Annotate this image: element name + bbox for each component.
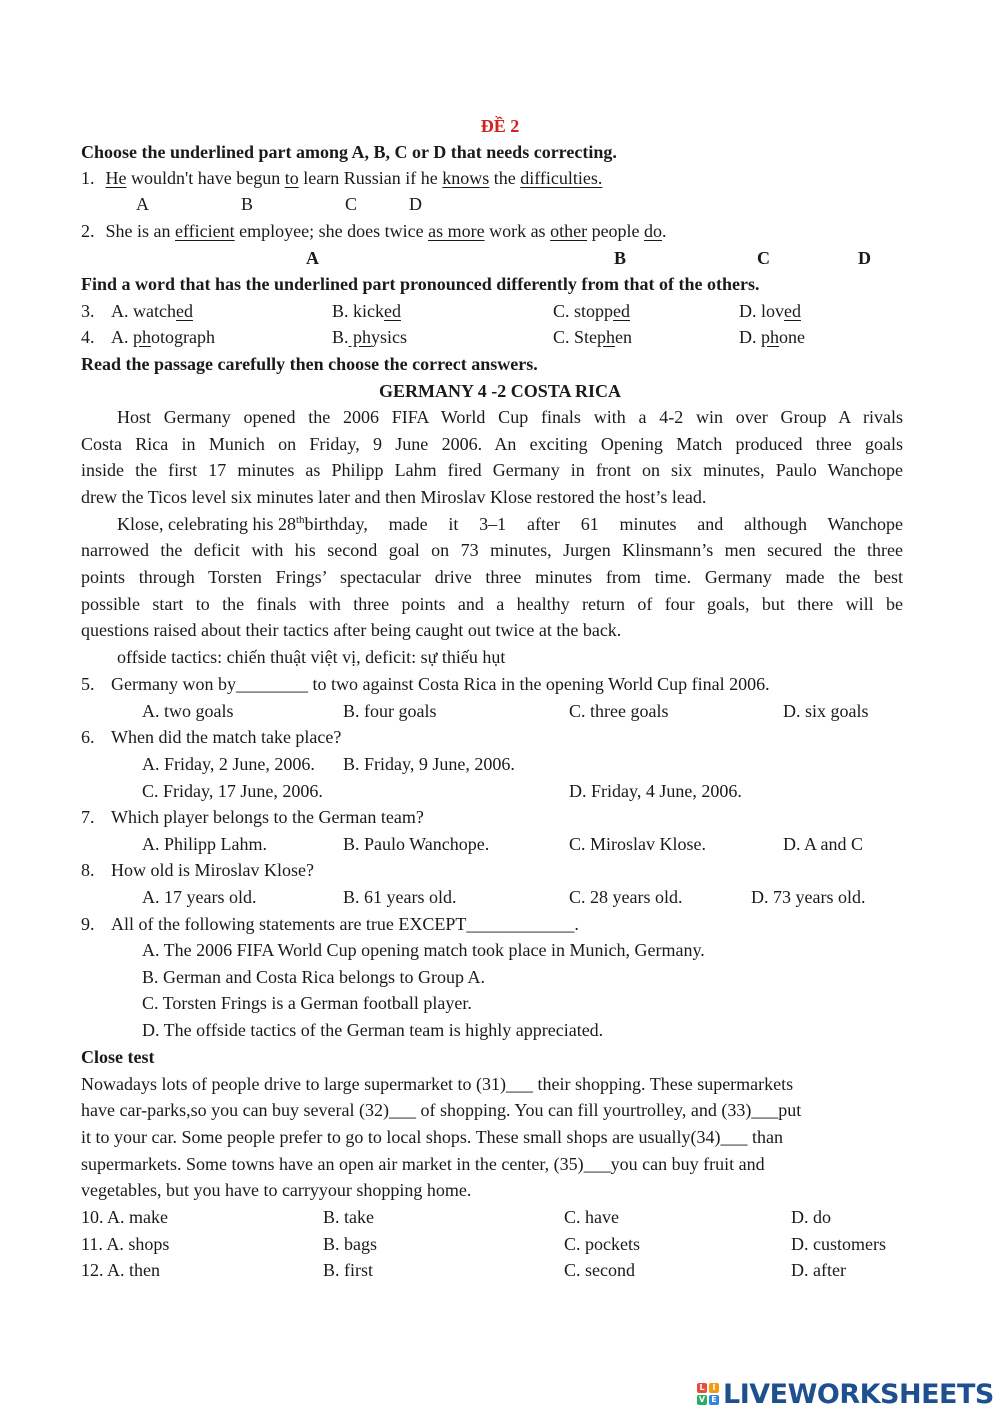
q10-option-c: C. have <box>564 1207 619 1227</box>
q6-option-d: D. Friday, 4 June, 2006. <box>569 781 742 801</box>
q3-option-b <box>332 300 401 322</box>
q10-option-b: B. take <box>323 1207 374 1227</box>
passage-line: drew the Ticos level six minutes later and then Miroslav Klose restored the host’s lead. <box>81 487 707 507</box>
passage-line: possible start to the finals with three points and a healthy return of four goals, but there will be <box>81 594 903 614</box>
passage-line <box>117 513 903 535</box>
passage-line: questions raised about their tactics after being caught out twice at the back. <box>81 620 622 640</box>
q4-option-d <box>739 326 805 348</box>
option-text: otograph <box>151 327 215 347</box>
q11-option-d: D. customers <box>791 1234 886 1254</box>
q9-option-c: C. Torsten Frings is a German football player. <box>142 993 472 1013</box>
cloze-line: vegetables, but you have to carryyour shopping home. <box>81 1180 472 1200</box>
passage-line: Host Germany opened the 2006 FIFA World Cup finals with a 4-2 win over Group A rivals <box>117 407 903 427</box>
underlined-part: ph <box>348 327 372 347</box>
section-heading-pronunciation: Find a word that has the underlined part pronounced differently from that of the others. <box>81 274 760 294</box>
q4-option-c <box>553 326 632 348</box>
superscript: th <box>295 514 305 526</box>
q8-option-a: A. 17 years old. <box>142 887 257 907</box>
option-text: A. watch <box>111 301 176 321</box>
q2-label-b: B <box>614 248 627 268</box>
q6-option-a: A. Friday, 2 June, 2006. <box>142 754 315 774</box>
option-text: A. <box>111 327 133 347</box>
option-text: en <box>615 327 633 347</box>
question-text: . <box>662 221 667 241</box>
option-text: C. stopp <box>553 301 614 321</box>
cloze-line: it to your car. Some people prefer to go to local shops. These small shops are usually(34)___ than <box>81 1127 784 1147</box>
logo-tile: I <box>709 1383 719 1393</box>
q1-label-a: A <box>136 194 149 214</box>
option-text: D. lov <box>739 301 784 321</box>
q3-option-d <box>739 300 801 322</box>
logo-tile: V <box>698 1395 706 1404</box>
q12-option-c: C. second <box>564 1260 635 1280</box>
underlined-part: as more <box>428 221 485 241</box>
section-heading-correction: Choose the underlined part among A, B, C or D that needs correcting. <box>81 142 617 162</box>
q3-option-a <box>111 300 193 322</box>
question-text: work as <box>484 221 551 241</box>
vocabulary-note: offside tactics: chiến thuật việt vị, deficit: sự thiếu hụt <box>117 647 506 667</box>
q4-option-b <box>332 326 407 348</box>
underlined-part: other <box>550 221 588 241</box>
q11-option-a: 11. A. shops <box>81 1234 170 1254</box>
q10-option-d: D. do <box>791 1207 831 1227</box>
passage-line: Costa Rica in Munich on Friday, 9 June 2006. An exciting Opening Match produced three goals <box>81 434 903 454</box>
cloze-line: Nowadays lots of people drive to large supermarket to (31)___ their shopping. These supermarkets <box>81 1074 794 1094</box>
question-number: 2. <box>81 221 95 241</box>
question-text: learn Russian if he <box>298 168 443 188</box>
q4-number: 4. <box>81 327 95 347</box>
passage-text: Klose, celebrating his 28 <box>117 514 296 534</box>
q7-number: 7. <box>81 807 95 827</box>
q9-text: All of the following statements are true EXCEPT____________. <box>111 914 579 934</box>
page-title: ĐỀ 2 <box>480 116 520 136</box>
q3-option-c <box>553 300 630 322</box>
option-text: B. <box>332 327 349 347</box>
q7-option-c: C. Miroslav Klose. <box>569 834 706 854</box>
cloze-line: have car-parks,so you can buy several (32)___ of shopping. You can fill yourtrolley, and (33)___put <box>81 1100 802 1120</box>
logo-mark-icon <box>697 1383 719 1405</box>
question-text: people <box>587 221 645 241</box>
q8-number: 8. <box>81 860 95 880</box>
q8-option-b: B. 61 years old. <box>343 887 457 907</box>
section-heading-cloze: Close test <box>81 1047 155 1067</box>
q6-option-c: C. Friday, 17 June, 2006. <box>142 781 323 801</box>
q5-option-d: D. six goals <box>783 701 869 721</box>
underlined-part: knows <box>442 168 490 188</box>
passage-line: narrowed the deficit with his second goal on 73 minutes, Jurgen Klinsmann’s men secured the three <box>81 540 903 560</box>
q6-option-b: B. Friday, 9 June, 2006. <box>343 754 515 774</box>
q2-label-a: A <box>306 248 319 268</box>
underlined-part: ph <box>597 327 616 347</box>
q12-option-d: D. after <box>791 1260 846 1280</box>
logo-text: LIVEWORKSHEETS <box>723 1378 994 1410</box>
option-text: C. Ste <box>553 327 598 347</box>
q11-option-c: C. pockets <box>564 1234 640 1254</box>
q8-option-c: C. 28 years old. <box>569 887 683 907</box>
q7-option-d: D. A and C <box>783 834 864 854</box>
q2-label-c: C <box>757 248 770 268</box>
q10-option-a: 10. A. make <box>81 1207 168 1227</box>
q6-number: 6. <box>81 727 95 747</box>
q8-text: How old is Miroslav Klose? <box>111 860 314 880</box>
q5-option-b: B. four goals <box>343 701 437 721</box>
underlined-part: He <box>105 168 127 188</box>
option-text: ysics <box>371 327 408 347</box>
q5-text: Germany won by________ to two against Costa Rica in the opening World Cup final 2006. <box>111 674 770 694</box>
q7-option-b: B. Paulo Wanchope. <box>343 834 490 854</box>
q9-number: 9. <box>81 914 95 934</box>
logo-tile: L <box>697 1383 707 1393</box>
question-text: She is an <box>105 221 175 241</box>
q7-option-a: A. Philipp Lahm. <box>142 834 267 854</box>
q5-option-c: C. three goals <box>569 701 669 721</box>
q1-label-b: B <box>241 194 254 214</box>
underlined-part: to <box>284 168 299 188</box>
liveworksheets-logo <box>697 1380 994 1408</box>
passage-word <box>117 513 305 535</box>
q2-label-d: D <box>858 248 871 268</box>
q6-text: When did the match take place? <box>111 727 342 747</box>
underlined-part: ed <box>175 301 193 321</box>
option-text: D. <box>739 327 761 347</box>
question-text: the <box>489 168 521 188</box>
cloze-line: supermarkets. Some towns have an open air market in the center, (35)___you can buy fruit and <box>81 1154 765 1174</box>
underlined-part: ed <box>613 301 631 321</box>
underlined-part: ed <box>784 301 801 321</box>
q5-option-a: A. two goals <box>142 701 234 721</box>
q3-number: 3. <box>81 301 95 321</box>
q9-option-d: D. The offside tactics of the German team is highly appreciated. <box>142 1020 604 1040</box>
q7-text: Which player belongs to the German team? <box>111 807 424 827</box>
q9-option-a: A. The 2006 FIFA World Cup opening match took place in Munich, Germany. <box>142 940 705 960</box>
q1-label-c: C <box>345 194 358 214</box>
question-2 <box>81 220 667 242</box>
underlined-part: difficulties. <box>520 168 603 188</box>
q11-option-b: B. bags <box>323 1234 377 1254</box>
passage-heading: GERMANY 4 -2 COSTA RICA <box>378 381 621 401</box>
option-text: one <box>779 327 805 347</box>
passage-line: inside the first 17 minutes as Philipp Lahm fired Germany in front on six minutes, Paulo Wanchope <box>81 460 903 480</box>
section-heading-reading: Read the passage carefully then choose the correct answers. <box>81 354 538 374</box>
underlined-part: ed <box>384 301 401 321</box>
q5-number: 5. <box>81 674 95 694</box>
passage-text: birthday, made it 3–1 after 61 minutes and although Wanchope <box>304 514 903 534</box>
logo-tile: E <box>709 1395 719 1405</box>
q9-option-b: B. German and Costa Rica belongs to Group A. <box>142 967 485 987</box>
question-1 <box>81 167 602 189</box>
question-text: wouldn't have begun <box>126 168 285 188</box>
passage-line: points through Torsten Frings’ spectacular drive three minutes from time. Germany made the best <box>81 567 903 587</box>
q12-option-a: 12. A. then <box>81 1260 160 1280</box>
option-text: B. kick <box>332 301 384 321</box>
question-number: 1. <box>81 168 95 188</box>
underlined-part: ph <box>133 327 151 347</box>
question-text: employee; she does twice <box>234 221 429 241</box>
underlined-part: do <box>644 221 663 241</box>
q8-option-d: D. 73 years old. <box>751 887 866 907</box>
q4-option-a <box>111 326 215 348</box>
q12-option-b: B. first <box>323 1260 374 1280</box>
underlined-part: ph <box>761 327 779 347</box>
underlined-part: efficient <box>175 221 235 241</box>
q1-label-d: D <box>409 194 422 214</box>
